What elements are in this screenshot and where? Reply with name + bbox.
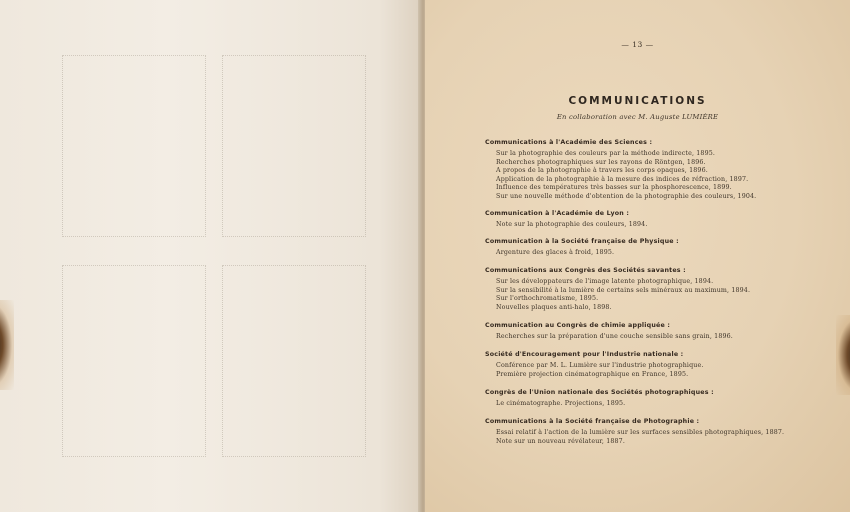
- page-title: COMMUNICATIONS: [568, 95, 707, 107]
- list-item: Sur l'orthochromatisme, 1895.: [496, 295, 599, 303]
- section-heading: Congrès de l'Union nationale des Sociétés photographiques :: [485, 389, 714, 396]
- page-subtitle: En collaboration avec M. Auguste LUMIÈRE: [556, 113, 719, 121]
- section-heading: Communications à la Société française de Photographie :: [485, 418, 700, 425]
- burn-mark-right: [836, 315, 850, 395]
- list-item: Nouvelles plaques anti-halo, 1898.: [496, 303, 612, 311]
- list-item: Conférence par M. L. Lumière sur l'industrie photographique.: [496, 362, 704, 369]
- section-societe-encouragement: [485, 349, 835, 379]
- list-item: Sur la photographie des couleurs par la méthode indirecte, 1895.: [496, 150, 716, 157]
- section-congres-chimie: [485, 320, 835, 342]
- right-page: [425, 0, 850, 512]
- faint-frame-top-right: [222, 55, 366, 237]
- list-item: A propos de la photographie à travers les corps opaques, 1896.: [496, 167, 708, 175]
- section-academie-sciences: [485, 137, 835, 202]
- list-item: Recherches sur la préparation d'une couche sensible sans grain, 1896.: [496, 333, 733, 340]
- section-societe-physique: [485, 236, 835, 258]
- section-heading: Communications aux Congrès des Sociétés savantes :: [485, 267, 686, 274]
- list-item: Application de la photographie à la mesure des indices de réfraction, 1897.: [496, 175, 749, 183]
- list-item: Première projection cinématographique en France, 1895.: [496, 370, 689, 378]
- page-number: — 13 —: [621, 40, 654, 49]
- faint-frame-bottom-left: [62, 265, 206, 457]
- section-heading: Communications à l'Académie des Sciences :: [485, 139, 653, 146]
- burn-mark-left: [0, 300, 14, 390]
- list-item: Sur une nouvelle méthode d'obtention de la photographie des couleurs, 1904.: [496, 192, 757, 200]
- list-item: Le cinématographe. Projections, 1895.: [496, 400, 626, 407]
- section-congres-societes-savantes: [485, 265, 835, 312]
- list-item: Sur les développateurs de l'image latente photographique, 1894.: [496, 278, 714, 285]
- section-heading: Communication au Congrès de chimie appliquée :: [485, 322, 671, 329]
- section-heading: Communication à l'Académie de Lyon :: [485, 210, 630, 217]
- list-item: Argenture des glaces à froid, 1895.: [496, 249, 615, 256]
- list-item: Recherches photographiques sur les rayons de Röntgen, 1896.: [496, 158, 706, 166]
- list-item: Note sur la photographie des couleurs, 1894.: [496, 221, 648, 228]
- faint-frame-top-left: [62, 55, 206, 237]
- section-societe-photographie: [485, 416, 835, 446]
- section-heading: Société d'Encouragement pour l'Industrie nationale :: [485, 351, 684, 358]
- list-item: Essai relatif à l'action de la lumière sur les surfaces sensibles photographiques, 1887.: [496, 429, 785, 436]
- faint-frame-bottom-right: [222, 265, 366, 457]
- list-item: Note sur un nouveau révélateur, 1887.: [496, 437, 625, 445]
- section-heading: Communication à la Société française de Physique :: [485, 238, 679, 245]
- section-academie-lyon: [485, 208, 835, 230]
- list-item: Influence des températures très basses sur la phosphorescence, 1899.: [496, 184, 732, 192]
- section-union-nationale: [485, 387, 835, 409]
- list-item: Sur la sensibilité à la lumière de certains sels minéraux au maximum, 1894.: [496, 286, 751, 294]
- left-page: [0, 0, 421, 512]
